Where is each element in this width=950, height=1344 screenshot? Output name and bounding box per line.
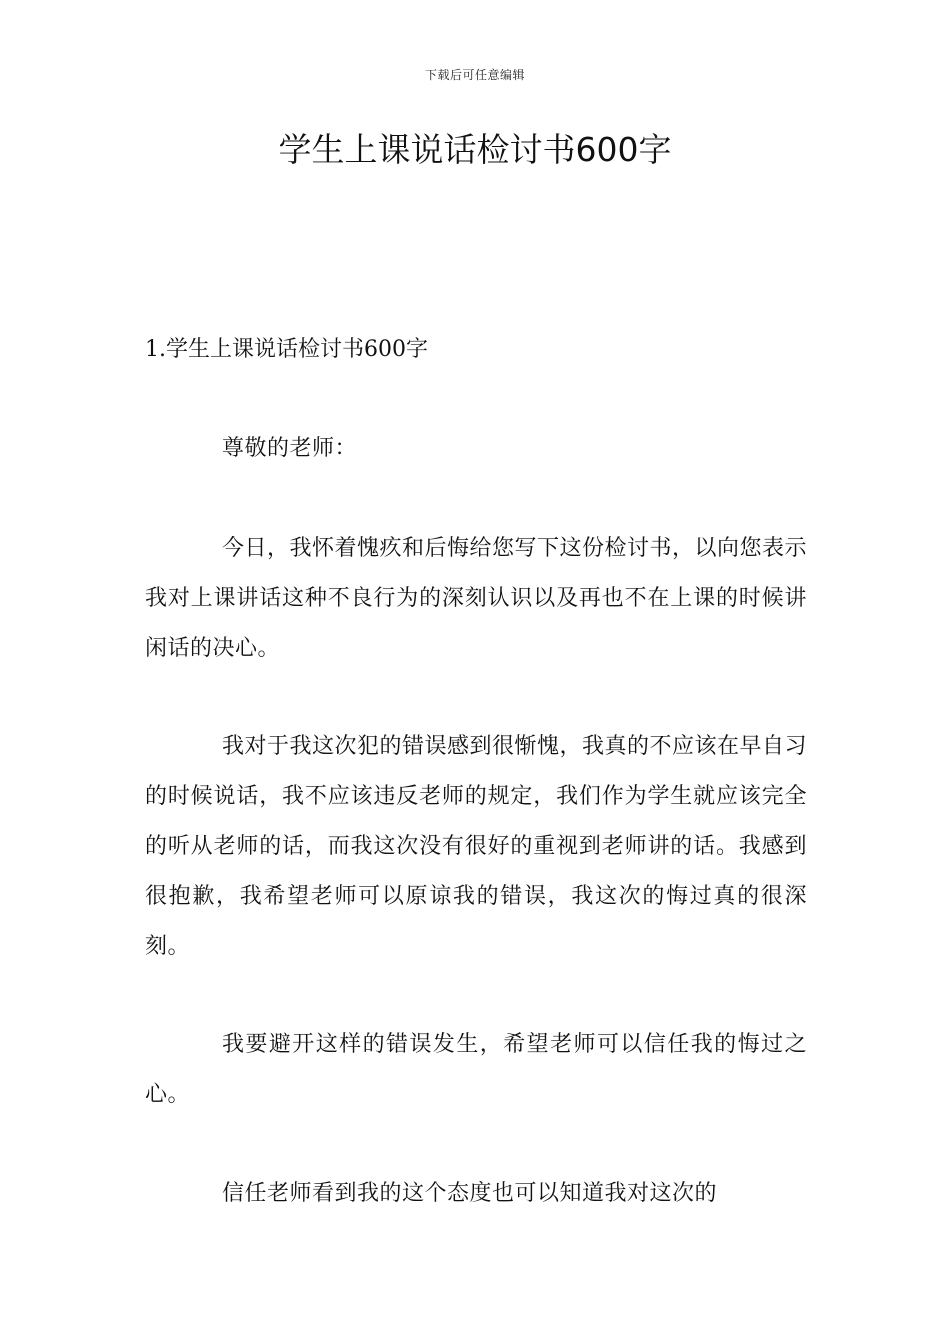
- salutation: 尊敬的老师：: [222, 436, 358, 461]
- section-heading: 1.学生上课说话检讨书600字: [145, 337, 428, 362]
- paragraph: 今日，我怀着愧疚和后悔给您写下这份检讨书，以向您表示我对上课讲话这种不良行为的深刻认识以及再也不在上课的时候讲闲话的决心。: [145, 536, 808, 661]
- paragraph: 我对于我这次犯的错误感到很惭愧，我真的不应该在早自习的时候说话，我不应该违反老师的规定，我们作为学生就应该完全的听从老师的话，而我这次没有很好的重视到老师讲的话。我感到很抱歉，我希望老师可以原谅我的错误，我这次的悔过真的很深刻。: [145, 734, 808, 959]
- document-title: 学生上课说话检讨书600字: [278, 130, 672, 169]
- header-note: 下载后可任意编辑: [424, 68, 525, 82]
- paragraph: 信任老师看到我的这个态度也可以知道我对这次的: [222, 1181, 718, 1206]
- paragraph: 我要避开这样的错误发生，希望老师可以信任我的悔过之心。: [145, 1032, 807, 1107]
